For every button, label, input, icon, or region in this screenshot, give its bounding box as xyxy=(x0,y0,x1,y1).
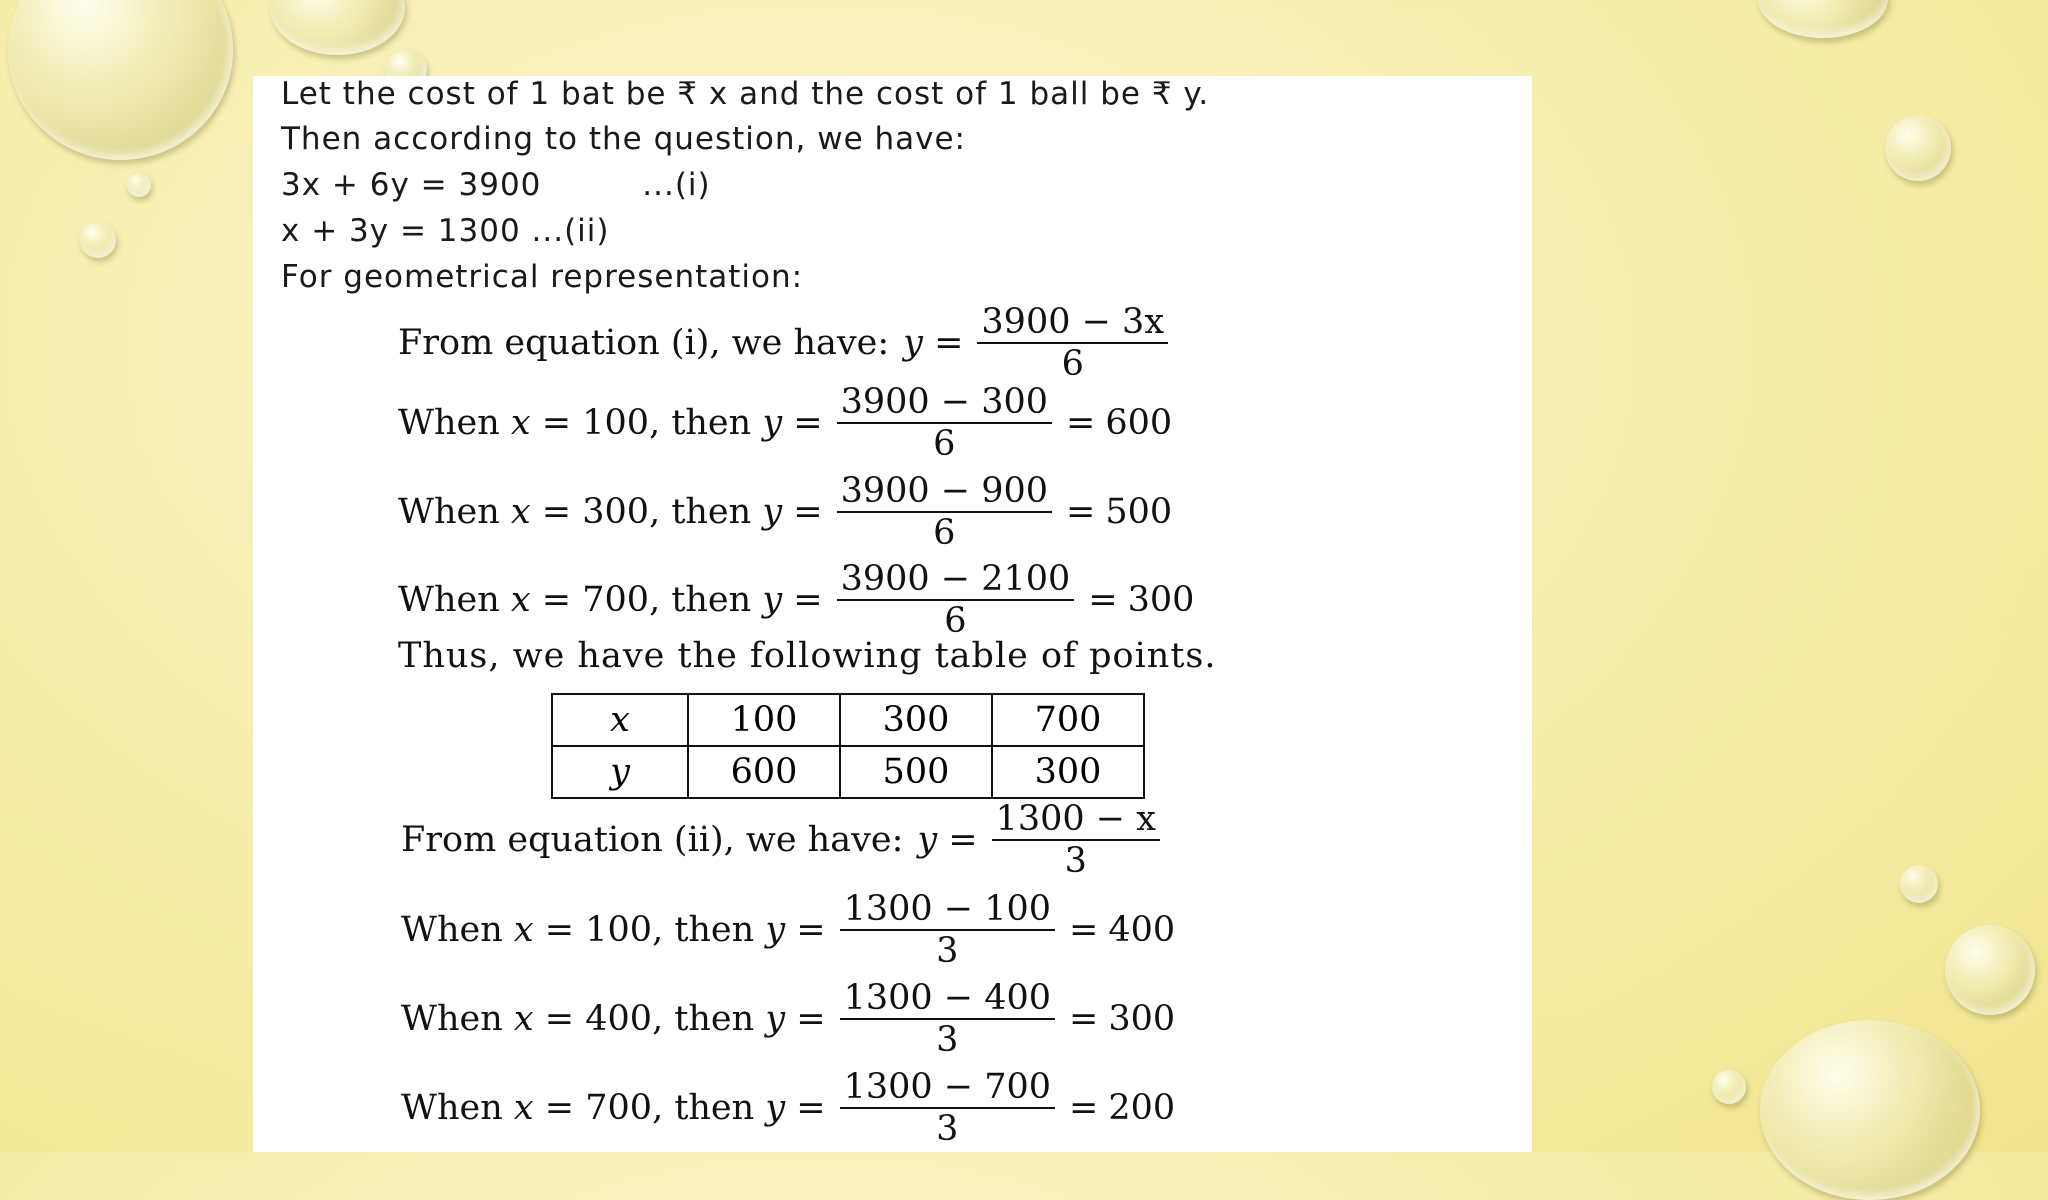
when-word: When xyxy=(401,999,503,1039)
x-value: 300 xyxy=(582,492,650,532)
fraction-numerator: 1300 − 100 xyxy=(840,889,1055,931)
lead-text: From equation (i), we have: xyxy=(398,323,890,363)
fraction-denominator: 6 xyxy=(944,601,967,641)
eq1-row-2: When x = 300 , then y = $\frac{3900 - 900}{6}$ = 500 xyxy=(398,471,1173,553)
eq1-row-3: When x = 700 , then y = $\frac{3900 - 2100}{6}$ = 300 xyxy=(398,559,1195,641)
x-value: 400 xyxy=(585,999,653,1039)
table-cell: 100 xyxy=(688,694,840,746)
fraction xyxy=(837,382,1052,464)
points-table xyxy=(551,693,1145,799)
result-value: 200 xyxy=(1108,1088,1176,1128)
x-value: 700 xyxy=(585,1088,653,1128)
fraction-numerator: 3900 − 300 xyxy=(837,382,1052,424)
intro-line-2: Then according to the question, we have: xyxy=(281,121,967,157)
result-value: 500 xyxy=(1105,492,1173,532)
water-drop-decoration xyxy=(1885,115,1951,181)
then-word: , then xyxy=(652,1088,755,1128)
table-cell: 300 xyxy=(840,694,992,746)
table-cell: 300 xyxy=(992,746,1144,798)
fraction xyxy=(837,471,1052,553)
fraction-numerator: 1300 − x xyxy=(992,799,1160,841)
fraction-denominator: 3 xyxy=(1064,841,1087,881)
then-word: , then xyxy=(652,999,755,1039)
eq2-row-3: When x = 700 , then y = $\frac{1300 - 700}{3}$ = 200 xyxy=(401,1067,1176,1149)
eq2-row-2: When x = 400 , then y = $\frac{1300 - 400}{3}$ = 300 xyxy=(401,978,1176,1060)
table-header-x: x xyxy=(552,694,688,746)
fraction-denominator: 6 xyxy=(933,424,956,464)
result-value: 400 xyxy=(1108,910,1176,950)
fraction-numerator: 1300 − 700 xyxy=(840,1067,1055,1109)
derive-y-eq1: From equation (i), we have: y = $\frac{3900 - 3x}{6}$ xyxy=(398,302,1182,384)
fraction-denominator: 6 xyxy=(1061,344,1084,384)
solution-sheet xyxy=(253,76,1532,1152)
eq1-row-1: When x = 100 , then y = $\frac{3900 - 300}{6}$ = 600 xyxy=(398,382,1173,464)
eq2-row-1: When x = 100 , then y = $\frac{1300 - 100}{3}$ = 400 xyxy=(401,889,1176,971)
water-drop-decoration xyxy=(80,222,116,258)
result-value: 600 xyxy=(1105,403,1173,443)
water-drop-decoration xyxy=(127,173,151,197)
fraction xyxy=(840,889,1055,971)
equation-1 xyxy=(281,167,711,203)
table-row xyxy=(552,746,1144,798)
derive-y-eq2: From equation (ii), we have: y = $\frac{1300 - x}{3}$ xyxy=(401,799,1174,881)
equation-1-tag: ...(i) xyxy=(642,167,711,203)
fraction-numerator: 3900 − 3x xyxy=(977,302,1168,344)
x-value: 700 xyxy=(582,580,650,620)
table-cell: 700 xyxy=(992,694,1144,746)
when-word: When xyxy=(398,580,500,620)
fraction-denominator: 3 xyxy=(936,1109,959,1149)
table-header-y: y xyxy=(552,746,688,798)
fraction xyxy=(837,559,1075,641)
x-value: 100 xyxy=(582,403,650,443)
fraction-numerator: 3900 − 2100 xyxy=(837,559,1075,601)
fraction xyxy=(840,978,1055,1060)
lead-text: From equation (ii), we have: xyxy=(401,820,904,860)
water-drop-decoration xyxy=(1712,1070,1746,1104)
table-intro: Thus, we have the following table of points. xyxy=(398,636,1217,676)
intro-line-1: Let the cost of 1 bat be ₹ x and the cost of 1 ball be ₹ y. xyxy=(281,76,1210,112)
water-drop-decoration xyxy=(1760,1020,1980,1200)
when-word: When xyxy=(398,403,500,443)
then-word: , then xyxy=(649,403,752,443)
result-value: 300 xyxy=(1108,999,1176,1039)
fraction xyxy=(992,799,1160,881)
fraction-denominator: 6 xyxy=(933,513,956,553)
fraction-numerator: 1300 − 400 xyxy=(840,978,1055,1020)
water-drop-decoration xyxy=(1758,0,1888,38)
equation-2: x + 3y = 1300 ...(ii) xyxy=(281,213,610,249)
then-word: , then xyxy=(649,492,752,532)
then-word: , then xyxy=(652,910,755,950)
equation-1-text: 3x + 6y = 3900 xyxy=(281,167,542,203)
water-drop-decoration xyxy=(8,0,233,160)
fraction-denominator: 3 xyxy=(936,931,959,971)
when-word: When xyxy=(398,492,500,532)
result-value: 300 xyxy=(1127,580,1195,620)
table-cell: 600 xyxy=(688,746,840,798)
fraction-numerator: 3900 − 900 xyxy=(837,471,1052,513)
water-drop-decoration xyxy=(1945,925,2035,1015)
table-cell: 500 xyxy=(840,746,992,798)
when-word: When xyxy=(401,910,503,950)
geometric-heading: For geometrical representation: xyxy=(281,259,804,295)
then-word: , then xyxy=(649,580,752,620)
x-value: 100 xyxy=(585,910,653,950)
table-row xyxy=(552,694,1144,746)
water-drop-decoration xyxy=(270,0,405,55)
fraction xyxy=(977,302,1168,384)
fraction xyxy=(840,1067,1055,1149)
when-word: When xyxy=(401,1088,503,1128)
fraction-denominator: 3 xyxy=(936,1020,959,1060)
water-drop-decoration xyxy=(1900,865,1938,903)
